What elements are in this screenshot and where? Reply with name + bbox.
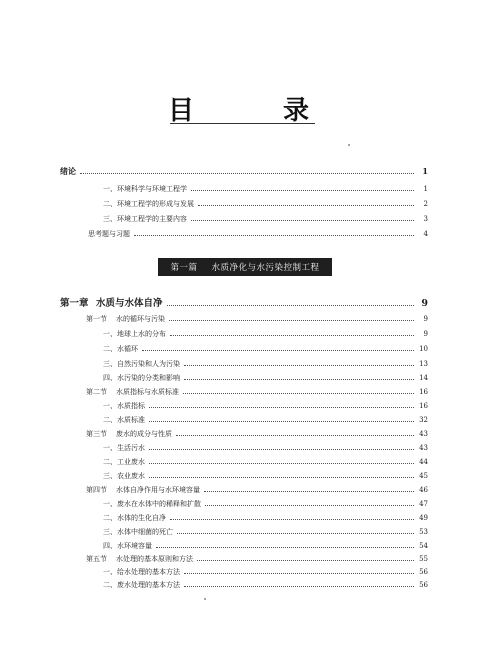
toc-section[interactable] bbox=[86, 386, 428, 398]
leader-dots bbox=[184, 358, 414, 366]
toc-entry-label bbox=[86, 429, 174, 440]
toc-subsection[interactable] bbox=[103, 328, 428, 340]
leader-dots bbox=[176, 428, 414, 436]
toc-entry-label bbox=[86, 485, 202, 496]
entry-text: 水处理的基本原则和方法 bbox=[116, 555, 193, 563]
page-number: 4 bbox=[423, 230, 428, 238]
page-number: 10 bbox=[419, 345, 428, 353]
toc-entry-label bbox=[103, 457, 147, 468]
toc-subsection[interactable] bbox=[103, 372, 428, 384]
leader-dots bbox=[170, 328, 414, 336]
leader-dots bbox=[169, 313, 414, 321]
entry-text: 二、工业废水 bbox=[103, 458, 145, 466]
page-number: 56 bbox=[419, 568, 428, 576]
entry-text: 三、农业废水 bbox=[103, 472, 145, 480]
leader-dots bbox=[204, 484, 414, 492]
toc-section[interactable] bbox=[86, 553, 428, 565]
section-number: 第一节 bbox=[86, 315, 107, 323]
toc-entry[interactable] bbox=[103, 213, 428, 225]
entry-text: 三、自然污染和人为污染 bbox=[103, 360, 180, 368]
leader-dots bbox=[191, 213, 414, 221]
entry-text: 二、水质标准 bbox=[103, 416, 145, 424]
entry-text: 思考题与习题 bbox=[88, 230, 130, 238]
toc-entry-label bbox=[88, 229, 132, 240]
toc-entry-label bbox=[103, 184, 189, 195]
page-number: 9 bbox=[423, 315, 428, 323]
toc-subsection[interactable] bbox=[103, 456, 428, 468]
leader-dots bbox=[170, 512, 414, 520]
entry-text: 水的循环与污染 bbox=[116, 315, 165, 323]
leader-dots bbox=[184, 566, 414, 574]
page-number: 16 bbox=[419, 402, 428, 410]
leader-dots bbox=[149, 414, 414, 422]
toc-entry-label bbox=[86, 387, 181, 398]
entry-text: 三、环境工程学的主要内容 bbox=[103, 215, 187, 223]
toc-subsection[interactable] bbox=[103, 579, 428, 591]
toc-subsection[interactable] bbox=[103, 343, 428, 355]
toc-section[interactable] bbox=[86, 313, 428, 325]
entry-text: 一、生活污水 bbox=[103, 444, 145, 452]
toc-subsection[interactable] bbox=[103, 540, 428, 552]
page-number: 9 bbox=[423, 330, 428, 338]
page-number: 44 bbox=[419, 458, 428, 466]
page-number: 54 bbox=[419, 542, 428, 550]
page-title: 目 录 bbox=[167, 96, 350, 126]
leader-dots bbox=[134, 228, 414, 236]
toc-section[interactable] bbox=[86, 484, 428, 496]
leader-dots bbox=[197, 553, 414, 561]
toc-entry-label bbox=[103, 567, 182, 578]
toc-subsection[interactable] bbox=[103, 526, 428, 538]
scan-speck bbox=[348, 144, 350, 146]
leader-dots bbox=[205, 498, 414, 506]
entry-text: 一、水质指标 bbox=[103, 402, 145, 410]
toc-chapter[interactable] bbox=[60, 298, 428, 309]
toc-entry-label bbox=[103, 329, 168, 340]
toc-subsection[interactable] bbox=[103, 470, 428, 482]
entry-text: 一、给水处理的基本方法 bbox=[103, 568, 180, 576]
leader-dots bbox=[184, 372, 414, 380]
page-number: 46 bbox=[419, 486, 428, 494]
leader-dots bbox=[177, 526, 414, 534]
toc-entry-label bbox=[103, 541, 154, 552]
toc-subsection[interactable] bbox=[103, 358, 428, 370]
toc-entry-label bbox=[103, 471, 147, 482]
page-number: 9 bbox=[421, 298, 428, 309]
toc-entry-label bbox=[60, 298, 165, 309]
entry-text: 三、水体中细菌的死亡 bbox=[103, 528, 173, 536]
toc-entry-label bbox=[103, 359, 182, 370]
leader-dots bbox=[149, 400, 414, 408]
toc-entry-label bbox=[60, 166, 78, 177]
leader-dots bbox=[183, 386, 414, 394]
toc-subsection[interactable] bbox=[103, 566, 428, 578]
page-number: 3 bbox=[423, 215, 428, 223]
page-number: 45 bbox=[419, 472, 428, 480]
leader-dots bbox=[156, 540, 414, 548]
entry-text: 绪论 bbox=[60, 166, 76, 176]
section-number: 第三节 bbox=[86, 430, 107, 438]
entry-text: 四、水污染的分类和影响 bbox=[103, 374, 180, 382]
entry-text: 二、环境工程学的形成与发展 bbox=[103, 200, 194, 208]
toc-entry-label bbox=[103, 513, 168, 524]
leader-dots bbox=[80, 166, 414, 174]
page-number: 14 bbox=[419, 374, 428, 382]
leader-dots bbox=[191, 183, 414, 191]
page-number: 16 bbox=[419, 388, 428, 396]
entry-text: 水质指标与水质标准 bbox=[116, 388, 179, 396]
section-number: 第五节 bbox=[86, 555, 107, 563]
leader-dots bbox=[149, 456, 414, 464]
chapter-number: 第一章 bbox=[60, 298, 89, 309]
page-number: 1 bbox=[423, 185, 428, 193]
page-number: 2 bbox=[423, 200, 428, 208]
toc-entry-label bbox=[103, 499, 203, 510]
toc-entry-label bbox=[103, 344, 140, 355]
leader-dots bbox=[149, 442, 414, 450]
toc-entry[interactable] bbox=[60, 166, 428, 177]
page-number: 43 bbox=[419, 444, 428, 452]
leader-dots bbox=[142, 343, 414, 351]
chapter-title: 水质与水体自净 bbox=[96, 298, 163, 309]
entry-text: 废水的成分与性质 bbox=[116, 430, 172, 438]
entry-text: 二、废水处理的基本方法 bbox=[103, 581, 180, 589]
leader-dots bbox=[167, 298, 414, 306]
toc-entry[interactable] bbox=[103, 183, 428, 195]
entry-text: 一、地球上水的分布 bbox=[103, 330, 166, 338]
toc-entry-label bbox=[103, 214, 189, 225]
entry-text: 二、水循环 bbox=[103, 345, 138, 353]
page-number: 43 bbox=[419, 430, 428, 438]
page-number: 32 bbox=[419, 416, 428, 424]
toc-entry-label bbox=[103, 580, 182, 591]
section-number: 第四节 bbox=[86, 486, 107, 494]
leader-dots bbox=[184, 579, 414, 587]
part-number: 第一篇 bbox=[170, 263, 198, 273]
toc-entry[interactable] bbox=[103, 198, 428, 210]
section-number: 第二节 bbox=[86, 388, 107, 396]
part-banner bbox=[158, 258, 332, 276]
page-number: 56 bbox=[419, 581, 428, 589]
page-number: 53 bbox=[419, 528, 428, 536]
leader-dots bbox=[198, 198, 414, 206]
page-number: 47 bbox=[419, 500, 428, 508]
toc-subsection[interactable] bbox=[103, 512, 428, 524]
page-number: 49 bbox=[419, 514, 428, 522]
page-number: 55 bbox=[419, 555, 428, 563]
entry-text: 水体自净作用与水环境容量 bbox=[116, 486, 200, 494]
entry-text: 一、废水在水体中的稀释和扩散 bbox=[103, 500, 201, 508]
toc-entry-label bbox=[103, 401, 147, 412]
toc-entry-label bbox=[103, 443, 147, 454]
toc-subsection[interactable] bbox=[103, 442, 428, 454]
toc-entry-label bbox=[86, 314, 167, 325]
leader-dots bbox=[149, 470, 414, 478]
toc-subsection[interactable] bbox=[103, 400, 428, 412]
toc-subsection[interactable] bbox=[103, 414, 428, 426]
entry-text: 一、环境科学与环境工程学 bbox=[103, 185, 187, 193]
toc-entry[interactable] bbox=[88, 228, 428, 240]
page-number: 1 bbox=[422, 166, 428, 176]
toc-entry-label bbox=[103, 199, 196, 210]
toc-entry-label bbox=[86, 554, 195, 565]
toc-section[interactable] bbox=[86, 428, 428, 440]
part-title: 水质净化与水污染控制工程 bbox=[211, 263, 320, 273]
toc-entry-label bbox=[103, 373, 182, 384]
title-divider bbox=[170, 123, 315, 124]
entry-text: 二、水体的生化自净 bbox=[103, 514, 166, 522]
toc-subsection[interactable] bbox=[103, 498, 428, 510]
entry-text: 四、水环境容量 bbox=[103, 542, 152, 550]
scan-speck bbox=[204, 598, 206, 600]
page-number: 13 bbox=[419, 360, 428, 368]
toc-entry-label bbox=[103, 415, 147, 426]
toc-entry-label bbox=[103, 527, 175, 538]
